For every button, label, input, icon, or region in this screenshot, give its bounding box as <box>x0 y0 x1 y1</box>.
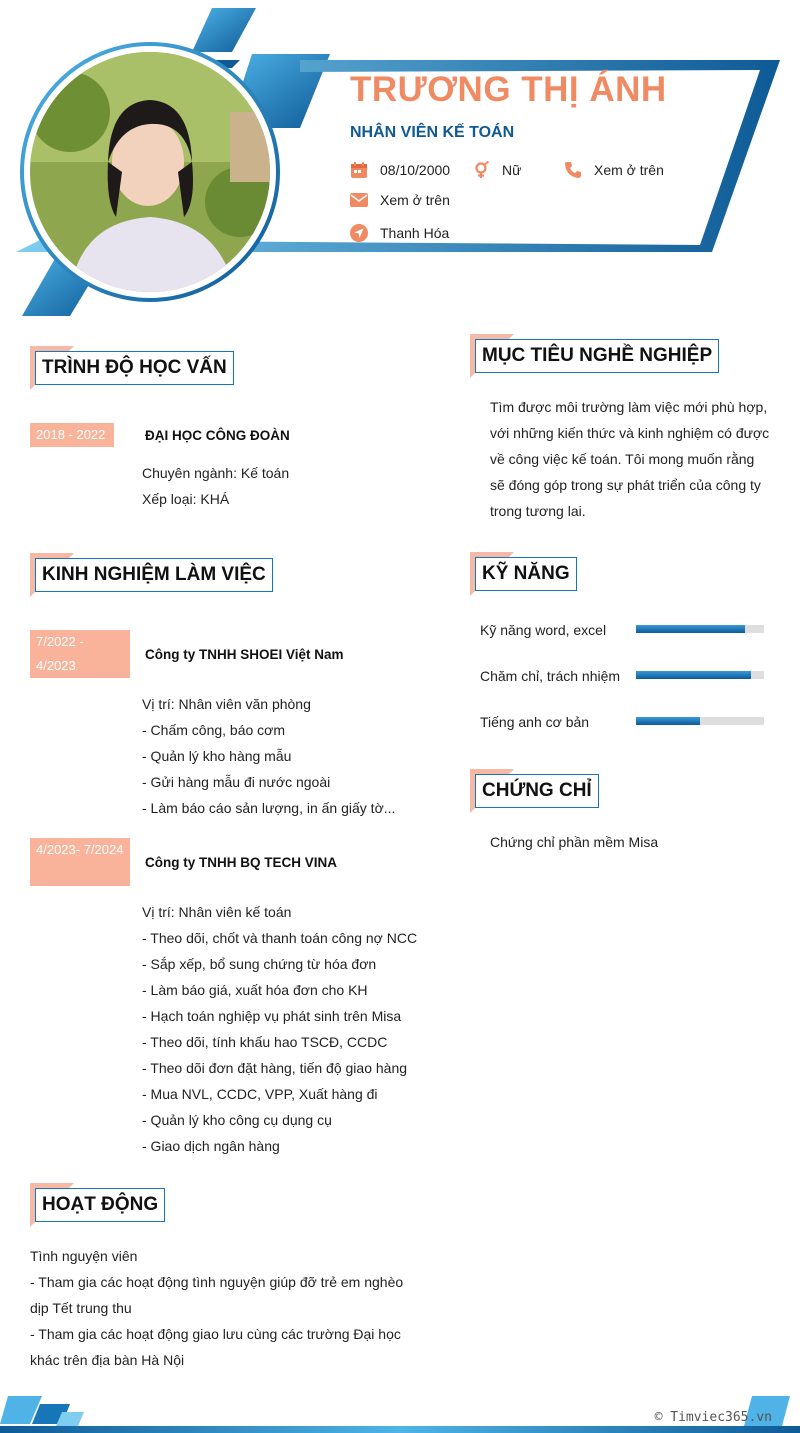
certificate-item: Chứng chỉ phần mềm Misa <box>490 834 659 850</box>
address-row <box>350 224 449 242</box>
list-item: - Theo dõi, tính khấu hao TSCĐ, CCDC <box>142 1034 388 1050</box>
watermark: © Timviec365.vn <box>654 1410 772 1425</box>
list-item: - Quản lý kho hàng mẫu <box>142 748 292 764</box>
birthday-row <box>350 161 450 179</box>
birthday-value: 08/10/2000 <box>380 162 451 178</box>
gender-row <box>474 161 521 179</box>
experience-details-1 <box>142 691 395 821</box>
activities-text: Tình nguyện viên - Tham gia các hoạt động tình nguyện giúp đỡ trẻ em nghèo dịp Tết trung thu - Tham gia các hoạt động giao lưu cùng các trường Đại học khác trên địa bàn Hà Nội <box>30 1248 404 1368</box>
email-row <box>350 192 450 208</box>
list-item: - Làm báo cáo sản lượng, in ấn giấy tờ... <box>142 800 396 816</box>
skill-bar-3 <box>636 717 764 725</box>
experience-company-1: Công ty TNHH SHOEI Việt Nam <box>145 647 344 662</box>
skill-bar-1 <box>636 625 764 633</box>
objective-text: Tìm được môi trường làm việc mới phù hợp, với những kiến thức và kinh nghiệm có được về công việc kế toán. Tôi mong muốn rằng sẽ đóng góp trong sự phát triển của công ty trong tương lai. <box>490 399 770 519</box>
candidate-name: TRƯƠNG THỊ ÁNH <box>350 70 667 109</box>
phone-icon <box>564 161 582 179</box>
list-item: - Hạch toán nghiệp vụ phát sinh trên Misa <box>142 1008 402 1024</box>
list-item: - Gửi hàng mẫu đi nước ngoài <box>142 774 331 790</box>
skill-name-2: Chăm chỉ, trách nhiệm <box>480 668 621 684</box>
location-icon <box>350 224 368 242</box>
job-title: NHÂN VIÊN KẾ TOÁN <box>350 124 515 141</box>
list-item: Chuyên ngành: Kế toán <box>142 465 290 481</box>
list-item: - Sắp xếp, bổ sung chứng từ hóa đơn <box>142 956 377 972</box>
list-item: Vị trí: Nhân viên văn phòng <box>142 696 311 712</box>
skill-name-3: Tiếng anh cơ bản <box>480 714 590 730</box>
experience-date-2: 4/2023- 7/2024 <box>30 838 130 886</box>
list-item: - Theo dõi, chốt và thanh toán công nợ NCC <box>142 930 418 946</box>
education-date: 2018 - 2022 <box>30 423 114 447</box>
list-item: - Mua NVL, CCDC, VPP, Xuất hàng đi <box>142 1086 378 1102</box>
experience-company-2: Công ty TNHH BQ TECH VINA <box>145 855 337 870</box>
list-item: Vị trí: Nhân viên kế toán <box>142 904 292 920</box>
list-item: - Theo dõi đơn đặt hàng, tiến độ giao hàng <box>142 1060 408 1076</box>
phone-row <box>564 161 664 179</box>
gender-icon <box>474 161 490 179</box>
gender-value: Nữ <box>502 162 522 178</box>
list-item: Xếp loại: KHÁ <box>142 491 230 507</box>
experience-date-1: 7/2022 - 4/2023 <box>30 630 130 678</box>
skill-name-1: Kỹ năng word, excel <box>480 622 607 638</box>
list-item: - Làm báo giá, xuất hóa đơn cho KH <box>142 982 368 998</box>
experience-details-2 <box>142 899 417 1159</box>
email-icon <box>350 193 368 207</box>
education-details <box>142 460 289 512</box>
profile-photo <box>30 52 270 292</box>
email-value: Xem ở trên <box>380 192 450 208</box>
list-item: - Quản lý kho công cụ dụng cụ <box>142 1112 332 1128</box>
phone-value: Xem ở trên <box>594 162 664 178</box>
education-school: ĐẠI HỌC CÔNG ĐOÀN <box>145 428 290 443</box>
skill-bar-2 <box>636 671 764 679</box>
list-item: - Giao dịch ngân hàng <box>142 1138 280 1154</box>
calendar-icon <box>350 161 368 179</box>
list-item: - Chấm công, báo cơm <box>142 722 286 738</box>
address-value: Thanh Hóa <box>380 225 450 241</box>
